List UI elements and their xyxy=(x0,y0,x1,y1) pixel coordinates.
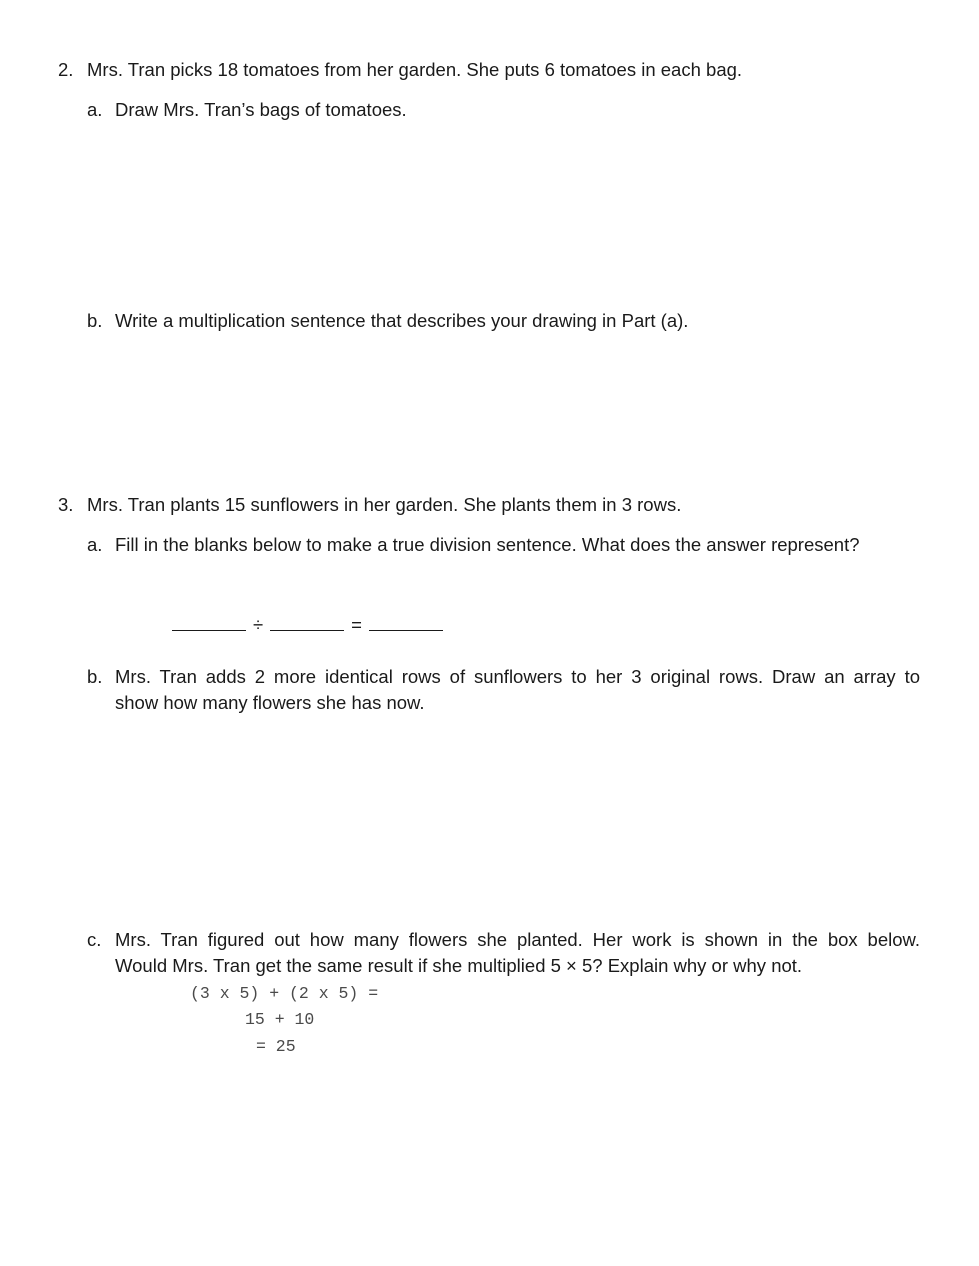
question-3b-text xyxy=(115,664,920,716)
question-2-text: Mrs. Tran picks 18 tomatoes from her garden. She puts 6 tomatoes in each bag. xyxy=(87,59,743,80)
question-3b-line-2: show how many flowers she has now. xyxy=(115,692,425,713)
question-3-text: Mrs. Tran plants 15 sunflowers in her garden. She plants them in 3 rows. xyxy=(87,494,682,515)
question-2a-text: Draw Mrs. Tran’s bags of tomatoes. xyxy=(115,99,407,120)
question-3c-label: c. xyxy=(87,929,102,950)
division-sentence xyxy=(172,612,443,638)
divisor-blank[interactable] xyxy=(270,614,344,631)
dividend-blank[interactable] xyxy=(172,614,246,631)
question-3a-text: Fill in the blanks below to make a true division sentence. What does the answer represent? xyxy=(115,534,860,555)
equals-symbol: = xyxy=(351,614,362,635)
question-3c-line-2: Would Mrs. Tran get the same result if she multiplied 5 × 5? Explain why or why not. xyxy=(115,955,803,976)
quotient-blank[interactable] xyxy=(369,614,443,631)
question-3a-label: a. xyxy=(87,534,103,555)
question-2b-text: Write a multiplication sentence that describes your drawing in Part (a). xyxy=(115,310,689,331)
question-3b-label: b. xyxy=(87,666,103,687)
divide-symbol: ÷ xyxy=(253,614,264,635)
work-line-1: (3 x 5) + (2 x 5) = xyxy=(190,984,379,1003)
question-2a-label: a. xyxy=(87,99,103,120)
work-line-2: 15 + 10 xyxy=(245,1010,315,1029)
question-2-number: 2. xyxy=(58,59,74,80)
question-2b-label: b. xyxy=(87,310,103,331)
question-3c-text xyxy=(115,927,920,979)
work-line-3: = 25 xyxy=(256,1037,296,1056)
question-3c-line-1: Mrs. Tran figured out how many flowers she planted. Her work is shown in the box below. xyxy=(115,929,920,950)
question-3-number: 3. xyxy=(58,494,74,515)
question-3b-line-1: Mrs. Tran adds 2 more identical rows of sunflowers to her 3 original rows. Draw an array to xyxy=(115,666,920,687)
